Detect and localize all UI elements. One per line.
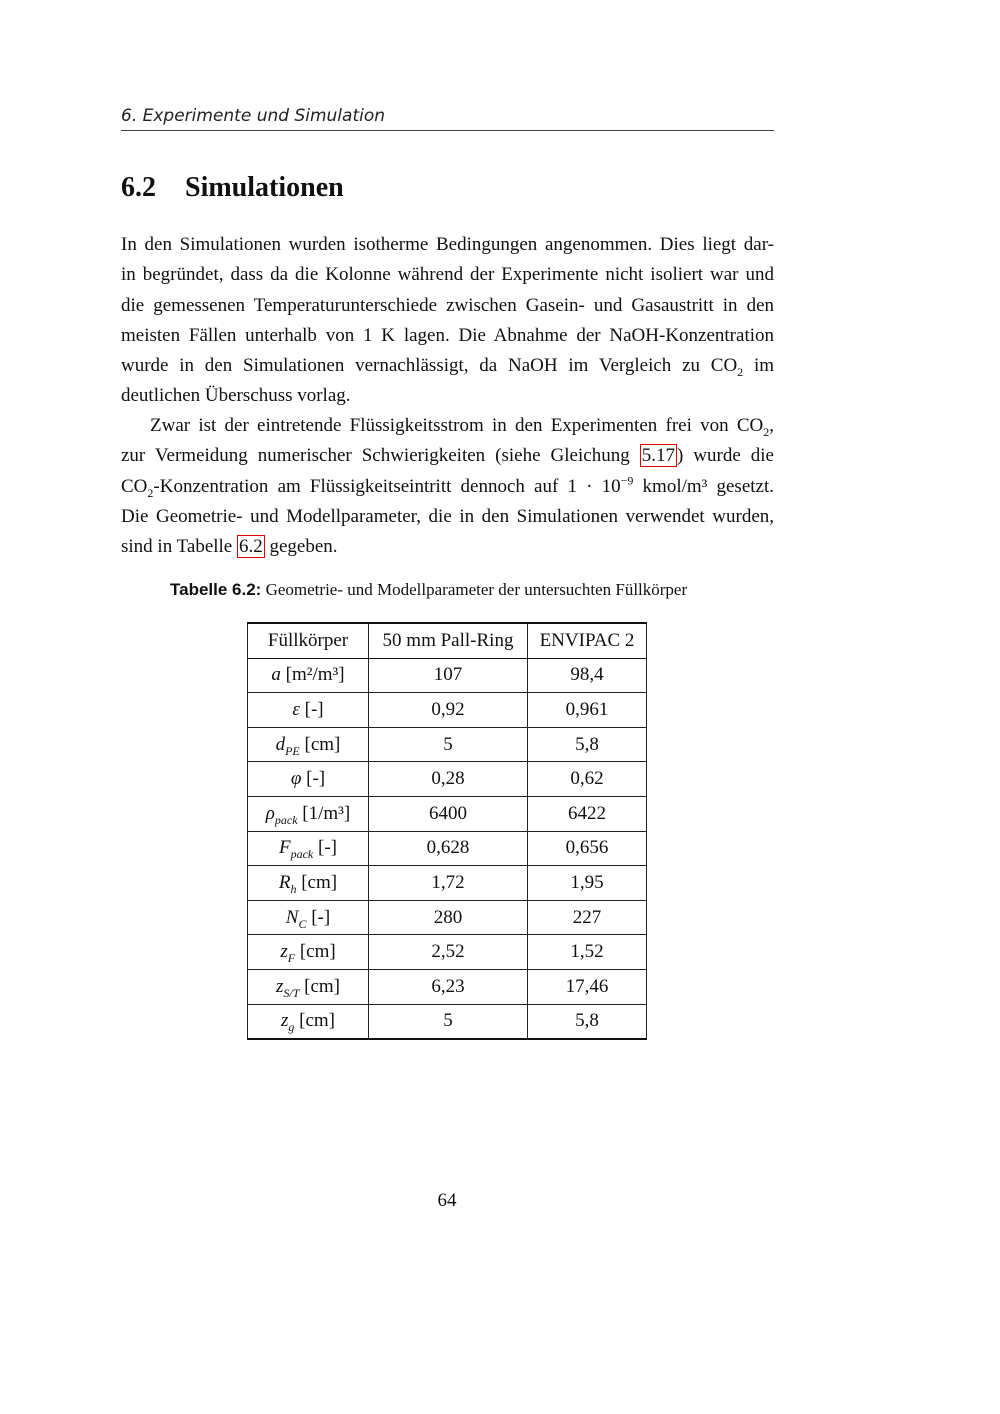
parameter-cell: $R_h$ [cm] (248, 866, 369, 901)
pall-ring-value: 0,28 (369, 762, 528, 797)
text-line: Die Geometrie- und Modellparameter, die in den Simulationen verwendet wurden, (121, 505, 774, 527)
text-line: meisten Fällen unterhalb von 1 K lagen. Die Abnahme der NaOH-Konzentration (121, 324, 774, 346)
text-line: In den Simulationen wurden isotherme Bedingungen angenommen. Dies liegt dar- (121, 234, 774, 255)
envipac-value: 5,8 (528, 1004, 647, 1039)
table-row (248, 969, 647, 1004)
parameter-cell: $\rho_{pack}$ [1/m³] (248, 796, 369, 831)
table-link[interactable]: 6.2 (239, 536, 263, 558)
pall-ring-value: 6400 (369, 796, 528, 831)
pall-ring-value: 0,92 (369, 693, 528, 728)
pall-ring-value: 280 (369, 900, 528, 935)
paragraph-co2-concentration (121, 411, 774, 562)
parameter-cell: a [m²/m³] (248, 658, 369, 693)
table-row (248, 796, 647, 831)
envipac-value: 0,656 (528, 831, 647, 866)
text-line: deutlichen Überschuss vorlag. (121, 385, 351, 407)
envipac-value: 17,46 (528, 969, 647, 1004)
pall-ring-value: 107 (369, 658, 528, 693)
parameter-cell: $z_g$ [cm] (248, 1004, 369, 1039)
table-row (248, 762, 647, 797)
table-row (248, 900, 647, 935)
pall-ring-value: 1,72 (369, 866, 528, 901)
caption-text: Geometrie- und Modellparameter der untersuchten Füllkörper (261, 580, 688, 599)
text-line: Zwar ist der eintretende Flüssigkeitsstrom in den Experimenten frei von $CO_2$, (150, 415, 774, 439)
envipac-value: 227 (528, 900, 647, 935)
pall-ring-value: 6,23 (369, 969, 528, 1004)
section-heading (121, 172, 344, 204)
section-title: Simulationen (185, 172, 344, 203)
text-line: $CO_2$-Konzentration am Flüssigkeitseintritt dennoch auf $1 \cdot 10^{-9}$ kmol/m³ gesetzt. (121, 473, 775, 500)
parameter-cell: ε [-] (248, 693, 369, 728)
text-line: zur Vermeidung numerischer Schwierigkeiten (siehe Gleichung 5.17 ) wurde die (121, 445, 774, 467)
running-header: 6. Experimente und Simulation (121, 106, 774, 131)
text-line: sind in Tabelle 6.2 gegeben. (121, 536, 338, 558)
envipac-value: 5,8 (528, 727, 647, 762)
table-row (248, 866, 647, 901)
table-caption (170, 580, 687, 600)
parameter-cell: $N_C$ [-] (248, 900, 369, 935)
table-row (248, 658, 647, 693)
text-line: in begründet, dass da die Kolonne während der Experimente nicht isoliert war und (121, 264, 774, 286)
parameter-table (247, 622, 647, 1040)
envipac-value: 1,52 (528, 935, 647, 970)
parameter-cell: $F_{pack}$ [-] (248, 831, 369, 866)
equation-link[interactable]: 5.17 (641, 445, 675, 467)
table-row (248, 1004, 647, 1039)
page-number: 64 (437, 1190, 457, 1211)
pall-ring-value: 5 (369, 1004, 528, 1039)
table-row (248, 935, 647, 970)
parameter-cell: $d_{PE}$ [cm] (248, 727, 369, 762)
parameter-cell: $z_{S/T}$ [cm] (248, 969, 369, 1004)
parameter-cell: $z_F$ [cm] (248, 935, 369, 970)
column-header: 50 mm Pall-Ring (369, 623, 528, 658)
envipac-value: 1,95 (528, 866, 647, 901)
text-line: die gemessenen Temperaturunterschiede zwischen Gasein- und Gasaustritt in den (121, 294, 774, 316)
envipac-value: 0,62 (528, 762, 647, 797)
column-header: Füllkörper (248, 623, 369, 658)
text-line: wurde in den Simulationen vernachlässigt, da NaOH im Vergleich zu $CO_2$ im (121, 355, 774, 379)
table-header-row (248, 623, 647, 658)
section-number: 6.2 (121, 172, 156, 203)
parameter-cell: φ [-] (248, 762, 369, 797)
pall-ring-value: 0,628 (369, 831, 528, 866)
envipac-value: 98,4 (528, 658, 647, 693)
paragraph-isothermal (121, 230, 774, 412)
column-header: ENVIPAC 2 (528, 623, 647, 658)
table-row (248, 727, 647, 762)
table-row (248, 831, 647, 866)
envipac-value: 0,961 (528, 693, 647, 728)
envipac-value: 6422 (528, 796, 647, 831)
pall-ring-value: 2,52 (369, 935, 528, 970)
caption-label: Tabelle 6.2: (170, 580, 262, 599)
pall-ring-value: 5 (369, 727, 528, 762)
table-row (248, 693, 647, 728)
